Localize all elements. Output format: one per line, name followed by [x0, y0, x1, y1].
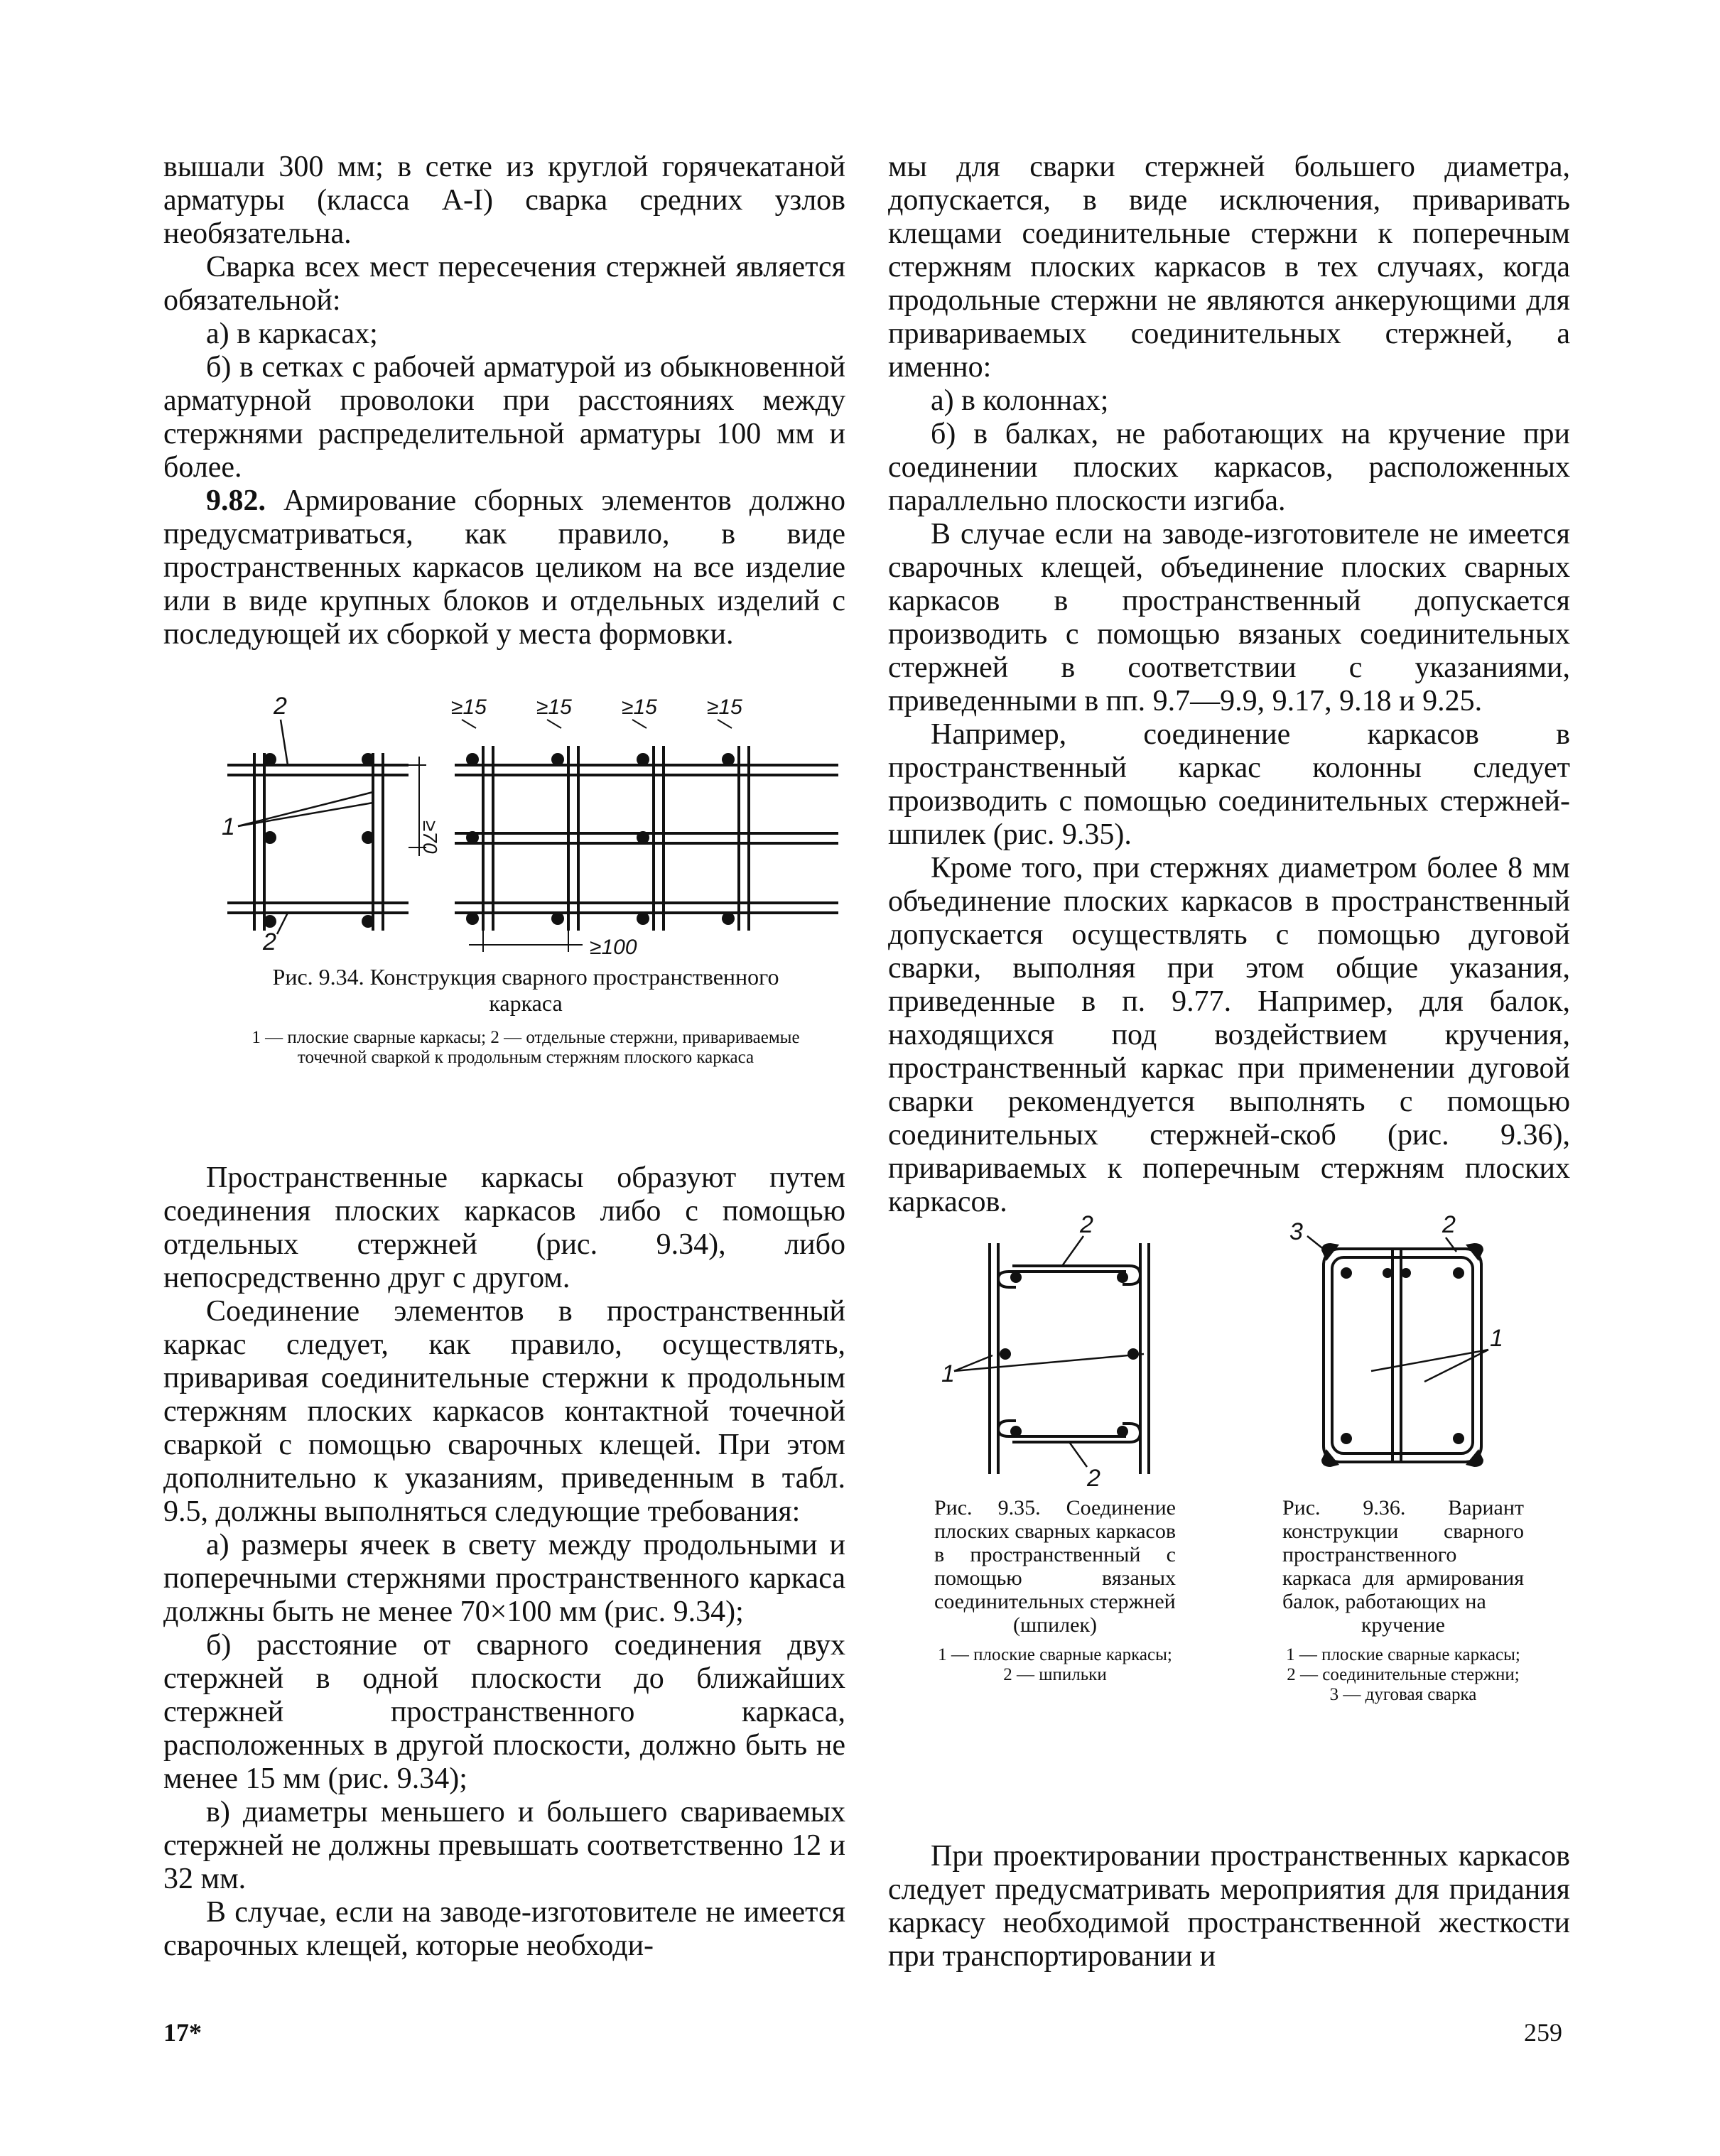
page-number: 259 — [1524, 2018, 1562, 2047]
paragraph: Кроме того, при стержнях диаметром более 8 мм объединение плоских каркасов в пространственный допускается осуществлять с помощью дуговой сварки, выполняя при этом общие указания, приведенные в п. 9.77. Например, для балок, находящихся под воздействием кручения, пространственный каркас при применении дуговой сварки рекомендуется выполнять с помощью соединительных стержней-скоб (рис. 9.36), привариваемых к поперечным стержням плоских каркасов. — [888, 852, 1570, 1218]
label-1: 1 — [222, 813, 235, 840]
weld-point — [264, 915, 276, 928]
paragraph: Сварка всех мест пересечения стержней является обязательной: — [163, 251, 845, 317]
weld-point — [551, 753, 564, 766]
paragraph: Соединение элементов в пространственный каркас следует, как правило, осуществлять, приваривая соединительные стержни к продольным стержням плоских каркасов контактной точечной сваркой с помощью сварочных клещей. При этом дополнительно к указаниям, приведенным в табл. 9.5, должны выполняться следующие требования: — [163, 1295, 845, 1528]
dim-100: ≥100 — [590, 936, 637, 955]
dim-70: ≥70 — [419, 820, 441, 854]
dim-15: ≥15 — [451, 695, 487, 719]
weld-point — [362, 831, 374, 844]
figure-9-35 — [927, 1208, 1211, 1685]
clause-text: Армирование сборных элементов должно предусматриваться, как правило, в виде пространственных каркасов целиком на все изделие или в виде крупных блоков и отдельных изделий с последующей их сборкой у места формовки. — [163, 484, 845, 651]
label-2-top: 2 — [274, 693, 287, 720]
paragraph: Пространственные каркасы образуют путем соединения плоских каркасов либо с помощью отдельных стержней (рис. 9.34), либо непосредственно друг с другом. — [163, 1161, 845, 1294]
caption-text: Рис. 9.35. Соединение плоских сварных каркасов в пространственный с помощью вязаных соединительных стержней — [934, 1496, 1176, 1613]
list-item: а) в каркасах; — [206, 318, 378, 350]
paragraph: В случае если на заводе-изготовителе не имеется сварочных клещей, объединение плоских сварных каркасов в пространственный допускается производить с помощью вязаных соединительных стержней в соответствии с указаниями, приведенными в пп. 9.7—9.9, 9.17, 9.18 и 9.25. — [888, 518, 1570, 717]
list-item: в) диаметры меньшего и большего свариваемых стержней не должны превышать соответственно 12 и 32 мм. — [163, 1796, 845, 1895]
list-item: б) расстояние от сварного соединения двух стержней в одной плоскости до ближайших стержней пространственного каркаса, расположенных в другой плоскости, должно быть не менее 15 мм (рис. 9.34); — [163, 1629, 845, 1795]
label-2-top: 2 — [1080, 1211, 1093, 1238]
paragraph: мы для сварки стержней большего диаметра, допускается, в виде исключения, приваривать клещами соединительные стержни к поперечным стержням плоских каркасов в тех случаях, когда продольные стержни не являются анкерующими для привариваемых соединительных стержней, а именно: — [888, 151, 1570, 384]
weld-point — [466, 753, 479, 766]
list-item: а) размеры ячеек в свету между продольными и поперечными стержнями пространственного каркаса должны быть не менее 70×100 мм (рис. 9.34); — [163, 1529, 845, 1628]
figure-legend: 1 — плоские сварные каркасы; 2 — отдельные стержни, привариваемые точечной сваркой к продольным стержням плоского каркаса — [251, 1028, 800, 1067]
figure-caption — [927, 1496, 1211, 1637]
list-item: а) в колоннах; — [931, 384, 1109, 417]
paragraph: Например, соединение каркасов в пространственный каркас колонны следует производить с помощью соединительных стержней-шпилек (рис. 9.35). — [888, 718, 1570, 851]
label-1: 1 — [941, 1360, 955, 1387]
figure-legend: 1 — плоские сварные каркасы; 2 — шпильки — [938, 1645, 1172, 1684]
caption-text: Рис. 9.36. Вариант конструкции сварного пространственного каркаса для армирования балок, работающих на — [1282, 1496, 1524, 1613]
weld-point — [722, 753, 735, 766]
weld-point — [722, 912, 735, 925]
weld-point — [466, 912, 479, 925]
paragraph — [163, 484, 845, 651]
label-2: 2 — [1442, 1211, 1456, 1238]
left-column — [163, 151, 845, 651]
weld-point — [264, 831, 276, 844]
figure-9-35-drawing — [927, 1208, 1211, 1492]
weld-point — [637, 831, 649, 844]
figure-9-36-drawing — [1282, 1208, 1524, 1492]
figure-9-34-drawing — [213, 686, 838, 955]
label-3: 3 — [1289, 1218, 1303, 1245]
weld-point — [551, 912, 564, 925]
caption-text-end: (шпилек) — [1012, 1613, 1098, 1637]
paragraph: При проектировании пространственных каркасов следует предусматривать мероприятия для придания каркасу необходимой пространственной жесткости при транспортировании и — [888, 1840, 1570, 1973]
figure-9-36 — [1282, 1208, 1524, 1705]
figure-caption — [1282, 1496, 1524, 1637]
clause-number: 9.82. — [206, 484, 266, 517]
weld-point — [637, 753, 649, 766]
weld-point — [362, 915, 374, 928]
dim-15: ≥15 — [536, 695, 572, 719]
left-column-lower — [163, 1161, 845, 1963]
dim-15: ≥15 — [707, 695, 742, 719]
paragraph: вышали 300 мм; в сетке из круглой горячекатаной арматуры (класса А-I) сварка средних узлов необязательна. — [163, 151, 845, 250]
right-column-lower — [888, 1840, 1570, 1973]
list-item: б) в балках, не работающих на кручение при соединении плоских каркасов, расположенных параллельно плоскости изгиба. — [888, 418, 1570, 517]
right-column — [888, 151, 1570, 1219]
list-item: б) в сетках с рабочей арматурой из обыкновенной арматурной проволоки при расстояниях между стержнями распределительной арматуры 100 мм и более. — [163, 351, 845, 484]
weld-point — [264, 753, 276, 766]
paragraph: В случае, если на заводе-изготовителе не имеется сварочных клещей, которые необходи- — [163, 1896, 845, 1962]
dim-15: ≥15 — [622, 695, 657, 719]
weld-point — [362, 753, 374, 766]
weld-point — [466, 831, 479, 844]
caption-text-end: кручение — [1361, 1613, 1445, 1637]
signature-mark: 17* — [163, 2018, 202, 2047]
label-2-bottom: 2 — [263, 928, 276, 955]
label-2-bottom: 2 — [1087, 1465, 1100, 1492]
weld-point — [637, 912, 649, 925]
figure-legend: 1 — плоские сварные каркасы; 2 — соединительные стержни; 3 — дуговая сварка — [1286, 1645, 1520, 1704]
figure-caption: Рис. 9.34. Конструкция сварного пространственного каркаса — [272, 964, 779, 1016]
label-1: 1 — [1490, 1325, 1503, 1352]
figure-9-34 — [213, 686, 838, 1068]
